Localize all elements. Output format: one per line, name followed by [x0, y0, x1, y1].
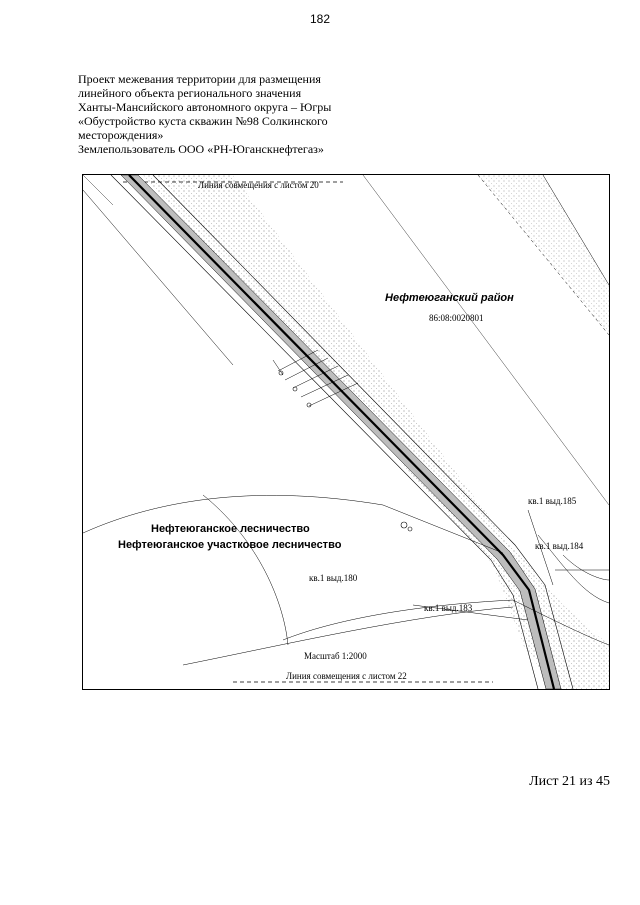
page-number: 182: [309, 12, 331, 26]
header-line-5: месторождения»: [78, 128, 164, 142]
road-edge-inner: [111, 175, 538, 689]
parcel-184-label: кв.1 выд.184: [535, 541, 584, 551]
parcel-183-label: кв.1 выд.183: [424, 603, 473, 613]
parcel-180-label: кв.1 выд.180: [309, 573, 358, 583]
header-line-2: линейного объекта регионального значения: [78, 86, 302, 100]
forestry-label-2: Нефтеюганское участковое лесничество: [118, 539, 342, 551]
bottom-combination-label: Линия совмещения с листом 22: [286, 671, 407, 681]
header-line-3: Ханты-Мансийского автономного округа – Югры: [78, 100, 332, 114]
district-label: Нефтеюганский район: [385, 292, 514, 304]
map-frame: [82, 174, 610, 690]
road-centerline: [129, 175, 554, 689]
sheet-label: Лист 21 из 45: [529, 774, 610, 789]
header-line-1: Проект межевания территории для размещения: [78, 72, 321, 86]
top-combination-label: Линия совмещения с листом 20: [198, 180, 319, 190]
map-drawing: [83, 175, 609, 689]
boundary-left-2: [83, 175, 113, 205]
document-header: [78, 72, 418, 156]
cadastral-code: 86:08:0020801: [429, 313, 484, 323]
scale-label: Масштаб 1:2000: [304, 651, 367, 661]
header-line-4: «Обустройство куста скважин №98 Солкинского: [78, 114, 328, 128]
parcel-185-label: кв.1 выд.185: [528, 496, 577, 506]
forestry-label-1: Нефтеюганское лесничество: [151, 523, 310, 535]
header-line-6: Землепользователь ООО «РН-Юганскнефтегаз»: [78, 142, 324, 156]
